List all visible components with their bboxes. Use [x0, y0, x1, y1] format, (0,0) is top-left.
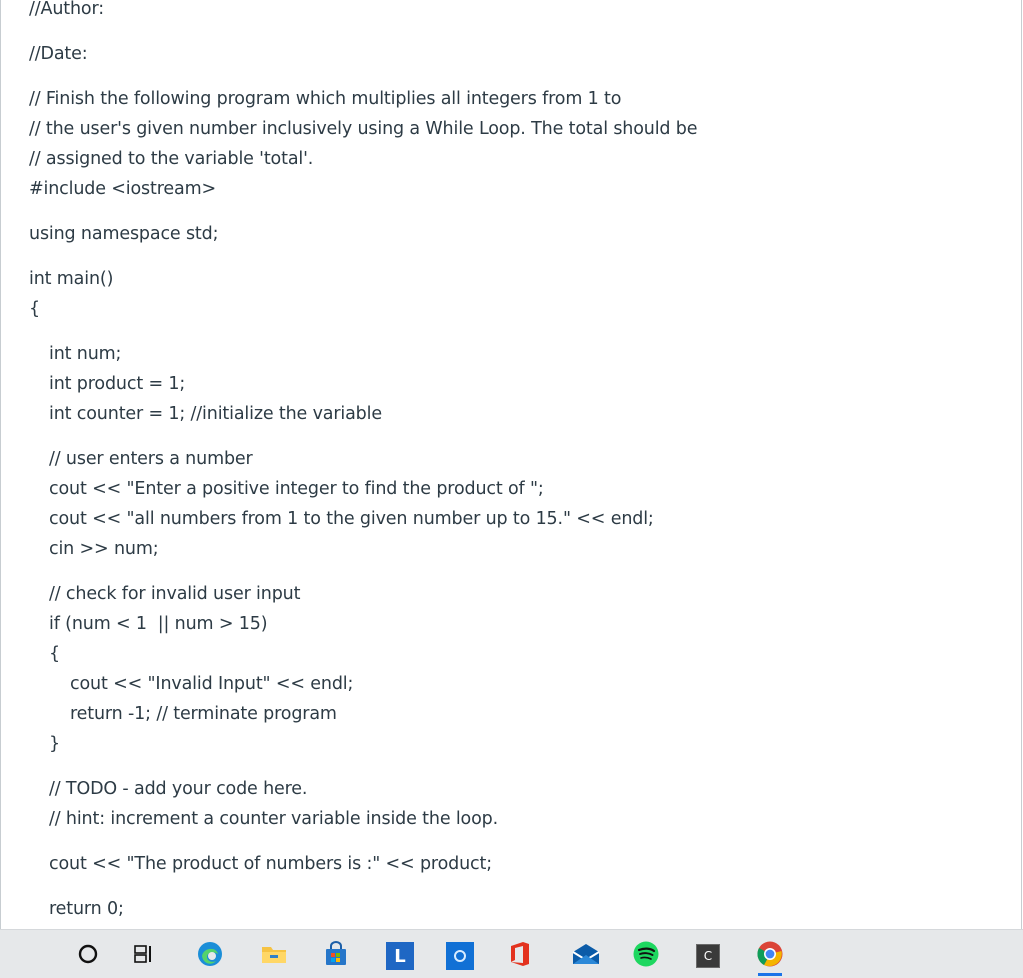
spotify-icon [632, 940, 660, 972]
c-app-button[interactable] [688, 936, 728, 976]
code-line-cin: cin >> num; [49, 539, 159, 559]
code-line-return-neg: return -1; // terminate program [70, 704, 337, 724]
code-line-include: #include <iostream> [29, 179, 217, 199]
edge-button[interactable] [190, 936, 230, 976]
mail-icon [571, 942, 601, 970]
file-explorer-icon [260, 942, 288, 970]
task-view-icon [132, 943, 156, 969]
c-app-icon [696, 944, 720, 968]
code-line-comment-user: // user enters a number [49, 449, 253, 469]
chrome-icon [756, 940, 784, 972]
code-line-int-counter: int counter = 1; //initialize the variable [49, 404, 382, 424]
l-app-button[interactable] [380, 936, 420, 976]
code-line-cout-invalid: cout << "Invalid Input" << endl; [70, 674, 354, 694]
store-icon [323, 941, 349, 971]
file-explorer-button[interactable] [254, 936, 294, 976]
code-line-main: int main() [29, 269, 114, 289]
store-button[interactable] [316, 936, 356, 976]
code-line-if-close-brace: } [49, 734, 60, 754]
code-line-if-open-brace: { [49, 644, 60, 664]
chrome-button[interactable] [750, 936, 790, 976]
code-line-int-product: int product = 1; [49, 374, 186, 394]
active-app-indicator [758, 973, 782, 976]
taskbar [0, 929, 1023, 978]
code-line-comment-3: // assigned to the variable 'total'. [29, 149, 314, 169]
l-app-label: L [394, 945, 406, 967]
code-line-author: //Author: [29, 0, 104, 19]
mail-button[interactable] [566, 936, 606, 976]
code-line-comment-check: // check for invalid user input [49, 584, 301, 604]
edge-icon [196, 940, 224, 972]
code-line-cout-1: cout << "Enter a positive integer to find the product of "; [49, 479, 544, 499]
content-border [1021, 0, 1022, 929]
code-line-int-num: int num; [49, 344, 122, 364]
office-icon [508, 940, 532, 972]
code-line-comment-1: // Finish the following program which multiplies all integers from 1 to [29, 89, 622, 109]
code-line-return-zero: return 0; [49, 899, 124, 919]
code-line-cout-product: cout << "The product of numbers is :" << product; [49, 854, 492, 874]
spotify-button[interactable] [626, 936, 666, 976]
office-button[interactable] [500, 936, 540, 976]
l-app-icon [386, 942, 414, 970]
cortana-icon [77, 943, 99, 969]
c-app-label: C [703, 949, 713, 963]
cortana-button[interactable] [68, 936, 108, 976]
outlook-icon [446, 942, 474, 970]
code-line-namespace: using namespace std; [29, 224, 219, 244]
code-line-comment-2: // the user's given number inclusively using a While Loop. The total should be [29, 119, 698, 139]
code-line-todo: // TODO - add your code here. [49, 779, 308, 799]
code-line-hint: // hint: increment a counter variable inside the loop. [49, 809, 499, 829]
code-line-date: //Date: [29, 44, 88, 64]
outlook-button[interactable] [440, 936, 480, 976]
code-line-cout-2: cout << "all numbers from 1 to the given number up to 15." << endl; [49, 509, 654, 529]
code-line-if: if (num < 1 || num > 15) [49, 614, 268, 634]
task-view-button[interactable] [124, 936, 164, 976]
code-line-open-brace: { [29, 299, 40, 319]
